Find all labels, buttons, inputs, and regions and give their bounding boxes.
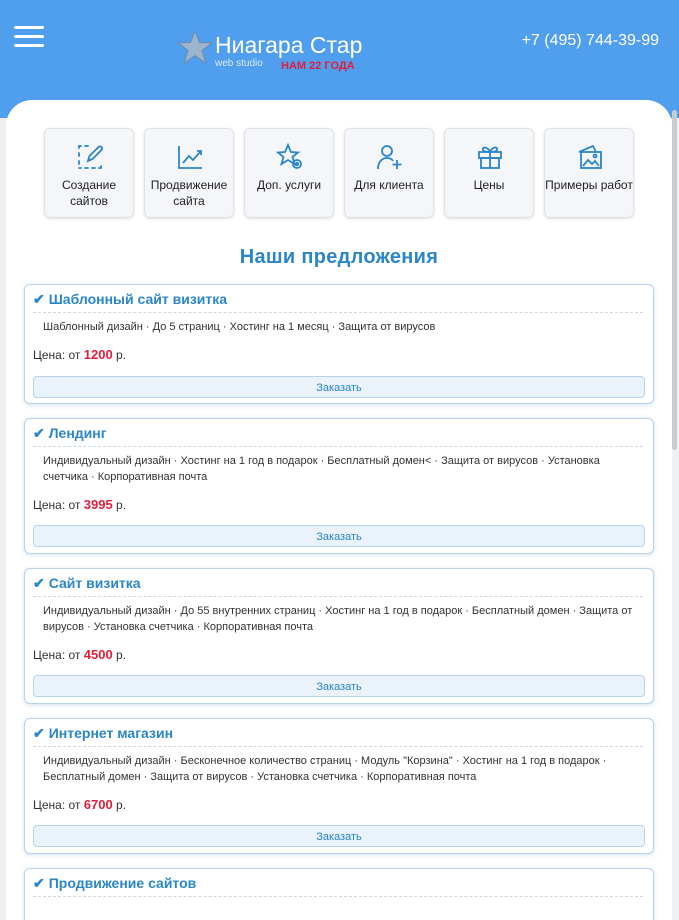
offer-price: Цена: от 4500 р. bbox=[33, 647, 127, 662]
price-value: 6700 bbox=[83, 797, 113, 812]
tile-promotion[interactable] bbox=[144, 128, 234, 218]
tile-extra-services[interactable] bbox=[244, 128, 334, 218]
star-gear-icon bbox=[276, 143, 304, 171]
order-button[interactable]: Заказать bbox=[33, 825, 645, 847]
offer-title bbox=[33, 875, 196, 892]
chart-icon bbox=[176, 143, 204, 171]
tile-label: Доп. услуги bbox=[256, 178, 322, 192]
divider bbox=[33, 312, 643, 313]
offer-title-text: Сайт визитка bbox=[48, 575, 141, 591]
offer-card bbox=[24, 568, 654, 704]
offer-title bbox=[33, 425, 107, 442]
offer-desc: Шаблонный дизайн · До 5 страниц · Хостинг на 1 месяц · Защита от вирусов bbox=[43, 321, 436, 333]
tile-prices[interactable] bbox=[444, 128, 534, 218]
edit-icon bbox=[76, 143, 104, 171]
scrollbar[interactable] bbox=[672, 110, 677, 450]
offer-title-text: Интернет магазин bbox=[48, 725, 174, 741]
offer-title-text: Продвижение сайтов bbox=[48, 875, 197, 891]
divider bbox=[33, 596, 643, 597]
offer-title-text: Шаблонный сайт визитка bbox=[48, 291, 228, 307]
tile-create-sites[interactable] bbox=[44, 128, 134, 218]
logo[interactable] bbox=[177, 28, 377, 74]
tile-label: Примеры работ bbox=[545, 178, 633, 192]
divider bbox=[33, 896, 643, 897]
star-logo-icon bbox=[177, 30, 213, 64]
phone-link[interactable]: +7 (495) 744-39-99 bbox=[521, 32, 659, 49]
tile-portfolio[interactable] bbox=[544, 128, 634, 218]
divider bbox=[33, 446, 643, 447]
offer-price: Цена: от 3995 р. bbox=[33, 497, 127, 512]
tile-label: Продвижение сайта bbox=[150, 178, 228, 208]
order-button[interactable]: Заказать bbox=[33, 376, 645, 398]
check-icon: ✔ bbox=[33, 291, 45, 307]
gallery-icon bbox=[576, 143, 604, 171]
offer-price: Цена: от 1200 р. bbox=[33, 347, 127, 362]
check-icon: ✔ bbox=[33, 725, 45, 741]
brand-years: НАМ 22 ГОДА bbox=[281, 60, 355, 72]
price-value: 4500 bbox=[83, 647, 113, 662]
brand-sub: web studio bbox=[215, 58, 263, 69]
offer-desc: Индивидуальный дизайн · Хостинг на 1 год в подарок · Бесплатный домен< · Защита от вирусов · Установка счетчика · Корпоративная почта bbox=[43, 455, 600, 483]
check-icon: ✔ bbox=[33, 575, 45, 591]
offer-price: Цена: от 6700 р. bbox=[33, 797, 127, 812]
order-button[interactable]: Заказать bbox=[33, 675, 645, 697]
section-title: Наши предложения bbox=[239, 246, 439, 268]
offer-title bbox=[33, 291, 227, 308]
offer-title bbox=[33, 575, 141, 592]
offer-title-text: Лендинг bbox=[48, 425, 107, 441]
price-value: 3995 bbox=[83, 497, 113, 512]
add-user-icon bbox=[376, 143, 404, 171]
offer-card bbox=[24, 418, 654, 554]
offer-card bbox=[24, 868, 654, 920]
tile-label: Цены bbox=[473, 178, 505, 192]
check-icon: ✔ bbox=[33, 875, 45, 891]
offer-title bbox=[33, 725, 173, 742]
gift-icon bbox=[476, 143, 504, 171]
nav-tiles bbox=[44, 128, 644, 220]
brand-name: Ниагара Стар bbox=[215, 32, 363, 58]
order-button[interactable]: Заказать bbox=[33, 525, 645, 547]
offer-card bbox=[24, 718, 654, 854]
divider bbox=[33, 746, 643, 747]
offer-desc: Индивидуальный дизайн · До 55 внутренних страниц · Хостинг на 1 год в подарок · Бесплатный домен · Защита от вирусов · Установка счетчика · Корпоративная почта bbox=[43, 605, 633, 633]
main-content bbox=[6, 100, 672, 920]
menu-icon[interactable] bbox=[14, 26, 44, 50]
tile-for-client[interactable] bbox=[344, 128, 434, 218]
tile-label: Создание сайтов bbox=[61, 178, 117, 208]
offer-desc: Индивидуальный дизайн · Бесконечное количество страниц · Модуль "Корзина" · Хостинг на 1 год в подарок · Бесплатный домен · Защита от вирусов · Установка счетчика · Корпоративная почта bbox=[43, 755, 607, 783]
price-value: 1200 bbox=[83, 347, 113, 362]
check-icon: ✔ bbox=[33, 425, 45, 441]
offer-card bbox=[24, 284, 654, 404]
tile-label: Для клиента bbox=[354, 178, 424, 192]
